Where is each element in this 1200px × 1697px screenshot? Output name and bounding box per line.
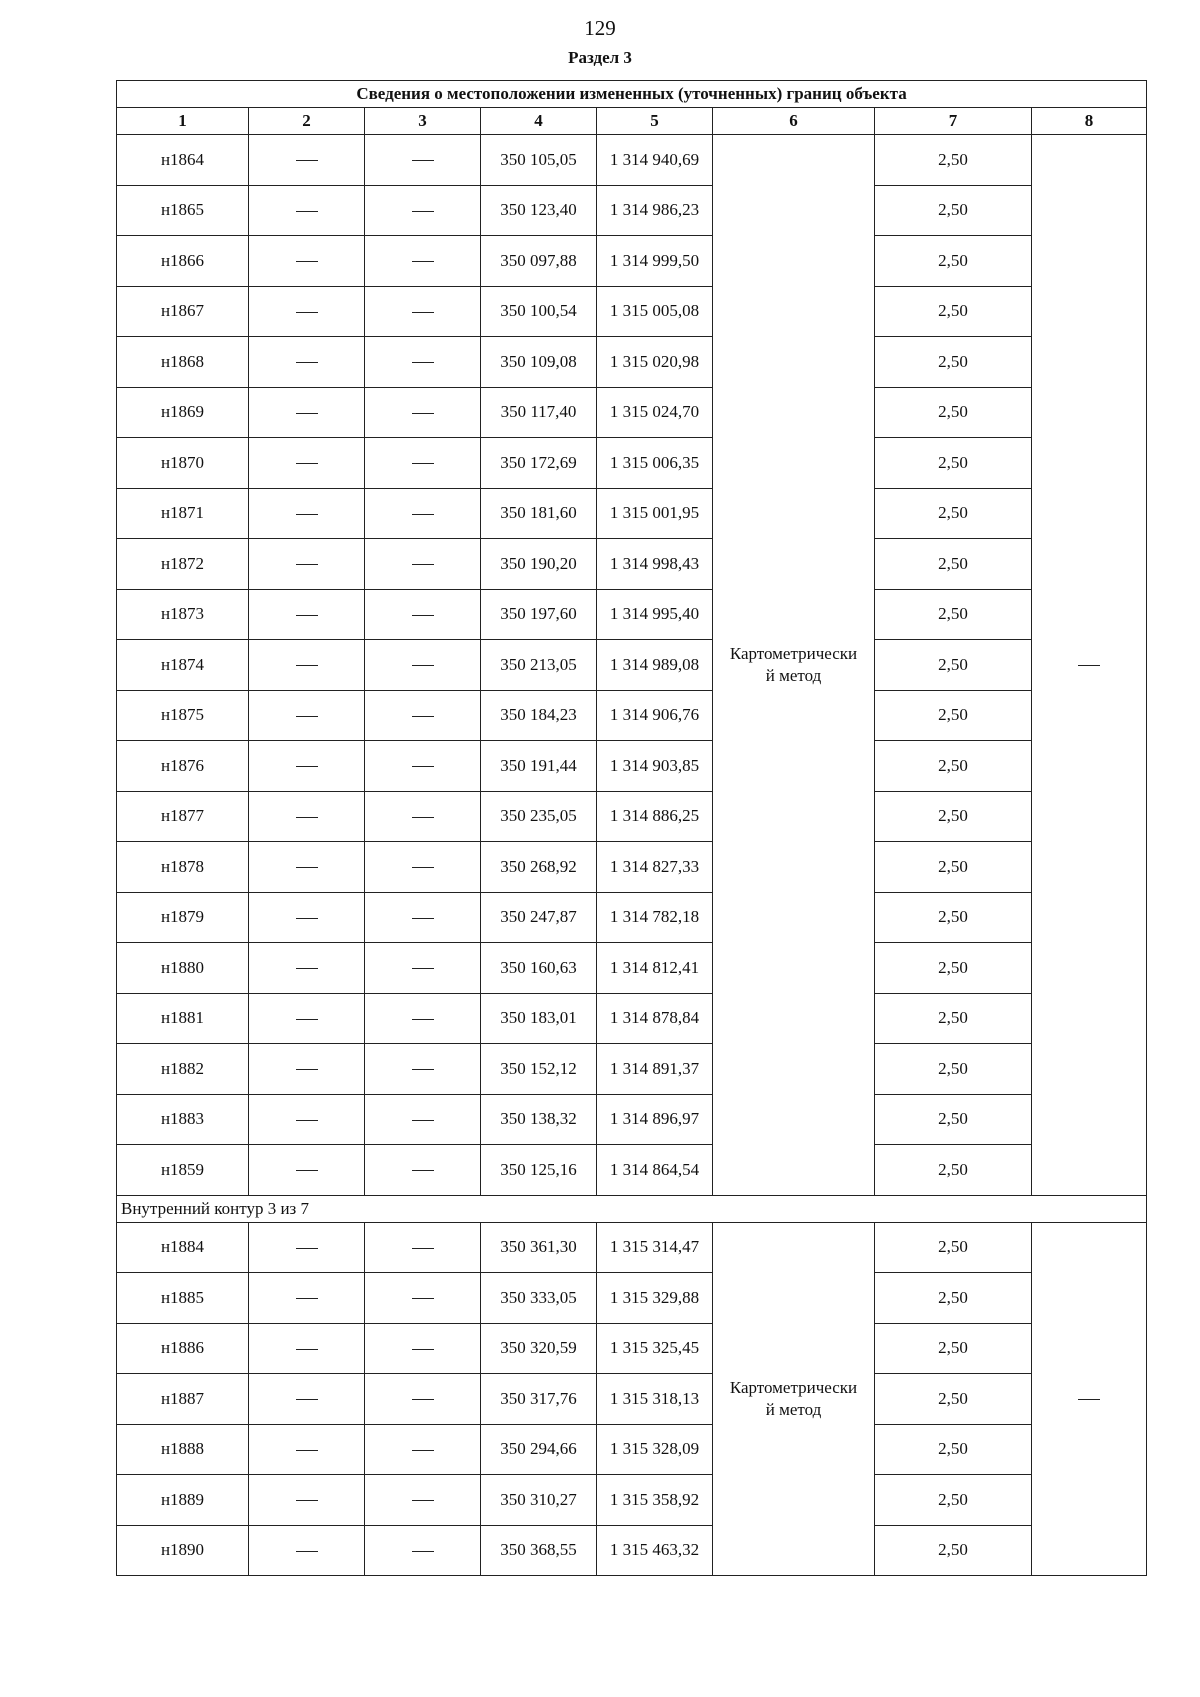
empty-value-cell bbox=[365, 1044, 481, 1095]
column-number: 1 bbox=[117, 108, 249, 135]
dash-mark bbox=[296, 1450, 318, 1451]
table-row bbox=[117, 842, 1147, 893]
coordinate-y: 1 315 325,45 bbox=[597, 1323, 713, 1374]
empty-value-cell bbox=[365, 337, 481, 388]
empty-value-cell bbox=[365, 791, 481, 842]
point-name: н1873 bbox=[117, 589, 249, 640]
table-row bbox=[117, 589, 1147, 640]
coordinate-y: 1 314 886,25 bbox=[597, 791, 713, 842]
coordinate-y: 1 315 006,35 bbox=[597, 438, 713, 489]
table-row bbox=[117, 1044, 1147, 1095]
empty-value-cell bbox=[249, 1323, 365, 1374]
point-name: н1877 bbox=[117, 791, 249, 842]
empty-value-cell bbox=[249, 1475, 365, 1526]
coordinate-x: 350 213,05 bbox=[481, 640, 597, 691]
point-name: н1883 bbox=[117, 1094, 249, 1145]
table-row bbox=[117, 185, 1147, 236]
empty-value-cell bbox=[365, 1273, 481, 1324]
accuracy-value: 2,50 bbox=[875, 943, 1032, 994]
coordinate-x: 350 105,05 bbox=[481, 135, 597, 186]
table-row bbox=[117, 1222, 1147, 1273]
coordinate-x: 350 317,76 bbox=[481, 1374, 597, 1425]
boundary-coordinates-table bbox=[116, 80, 1147, 1576]
dash-mark bbox=[412, 362, 434, 363]
table-row bbox=[117, 1273, 1147, 1324]
empty-value-cell bbox=[249, 690, 365, 741]
accuracy-value: 2,50 bbox=[875, 1222, 1032, 1273]
dash-mark bbox=[412, 564, 434, 565]
empty-value-cell bbox=[249, 640, 365, 691]
dash-mark bbox=[296, 1399, 318, 1400]
dash-mark bbox=[412, 160, 434, 161]
coordinate-y: 1 315 001,95 bbox=[597, 488, 713, 539]
column-number: 4 bbox=[481, 108, 597, 135]
point-name: н1868 bbox=[117, 337, 249, 388]
coordinate-y: 1 315 328,09 bbox=[597, 1424, 713, 1475]
dash-mark bbox=[1078, 665, 1100, 666]
dash-mark bbox=[412, 1120, 434, 1121]
dash-mark bbox=[296, 463, 318, 464]
point-name: н1875 bbox=[117, 690, 249, 741]
dash-mark bbox=[412, 1170, 434, 1171]
empty-value-cell bbox=[249, 1094, 365, 1145]
dash-mark bbox=[296, 918, 318, 919]
accuracy-value: 2,50 bbox=[875, 1044, 1032, 1095]
coordinate-y: 1 314 782,18 bbox=[597, 892, 713, 943]
note-cell bbox=[1032, 135, 1147, 1196]
coordinate-x: 350 123,40 bbox=[481, 185, 597, 236]
empty-value-cell bbox=[249, 589, 365, 640]
point-name: н1859 bbox=[117, 1145, 249, 1196]
coordinate-y: 1 314 999,50 bbox=[597, 236, 713, 287]
coordinate-y: 1 314 989,08 bbox=[597, 640, 713, 691]
accuracy-value: 2,50 bbox=[875, 539, 1032, 590]
empty-value-cell bbox=[249, 337, 365, 388]
coordinate-y: 1 314 940,69 bbox=[597, 135, 713, 186]
coordinate-y: 1 314 827,33 bbox=[597, 842, 713, 893]
coordinate-y: 1 314 986,23 bbox=[597, 185, 713, 236]
coordinate-y: 1 314 903,85 bbox=[597, 741, 713, 792]
empty-value-cell bbox=[249, 488, 365, 539]
dash-mark bbox=[412, 1399, 434, 1400]
coordinate-x: 350 125,16 bbox=[481, 1145, 597, 1196]
empty-value-cell bbox=[249, 135, 365, 186]
accuracy-value: 2,50 bbox=[875, 1094, 1032, 1145]
coordinate-x: 350 117,40 bbox=[481, 387, 597, 438]
empty-value-cell bbox=[365, 387, 481, 438]
coordinate-y: 1 315 005,08 bbox=[597, 286, 713, 337]
empty-value-cell bbox=[365, 993, 481, 1044]
point-name: н1884 bbox=[117, 1222, 249, 1273]
dash-mark bbox=[296, 716, 318, 717]
empty-value-cell bbox=[365, 539, 481, 590]
dash-mark bbox=[296, 968, 318, 969]
accuracy-value: 2,50 bbox=[875, 438, 1032, 489]
point-name: н1865 bbox=[117, 185, 249, 236]
empty-value-cell bbox=[249, 1222, 365, 1273]
dash-mark bbox=[412, 463, 434, 464]
dash-mark bbox=[296, 1551, 318, 1552]
accuracy-value: 2,50 bbox=[875, 690, 1032, 741]
empty-value-cell bbox=[365, 1222, 481, 1273]
point-name: н1867 bbox=[117, 286, 249, 337]
method-text-line1: Картометрически bbox=[729, 1377, 858, 1397]
empty-value-cell bbox=[249, 185, 365, 236]
coordinate-y: 1 315 463,32 bbox=[597, 1525, 713, 1576]
table-row bbox=[117, 690, 1147, 741]
empty-value-cell bbox=[365, 1323, 481, 1374]
point-name: н1876 bbox=[117, 741, 249, 792]
empty-value-cell bbox=[365, 1094, 481, 1145]
page-number: 129 bbox=[584, 16, 616, 40]
dash-mark bbox=[412, 968, 434, 969]
coordinate-x: 350 247,87 bbox=[481, 892, 597, 943]
method-text-line2: й метод bbox=[765, 665, 822, 685]
coordinate-x: 350 361,30 bbox=[481, 1222, 597, 1273]
coordinate-y: 1 314 998,43 bbox=[597, 539, 713, 590]
dash-mark bbox=[412, 1019, 434, 1020]
column-number: 6 bbox=[713, 108, 875, 135]
empty-value-cell bbox=[249, 741, 365, 792]
coordinate-x: 350 333,05 bbox=[481, 1273, 597, 1324]
point-name: н1878 bbox=[117, 842, 249, 893]
coordinate-x: 350 294,66 bbox=[481, 1424, 597, 1475]
empty-value-cell bbox=[365, 1145, 481, 1196]
coordinate-x: 350 310,27 bbox=[481, 1475, 597, 1526]
column-number: 3 bbox=[365, 108, 481, 135]
accuracy-value: 2,50 bbox=[875, 337, 1032, 388]
table-row bbox=[117, 640, 1147, 691]
accuracy-value: 2,50 bbox=[875, 993, 1032, 1044]
dash-mark bbox=[296, 1069, 318, 1070]
coordinate-x: 350 181,60 bbox=[481, 488, 597, 539]
table-title: Сведения о местоположении измененных (уточненных) границ объекта bbox=[117, 81, 1147, 108]
coordinate-x: 350 160,63 bbox=[481, 943, 597, 994]
empty-value-cell bbox=[249, 539, 365, 590]
dash-mark bbox=[412, 211, 434, 212]
method-text-line2: й метод bbox=[765, 1399, 822, 1419]
accuracy-value: 2,50 bbox=[875, 1424, 1032, 1475]
point-name: н1871 bbox=[117, 488, 249, 539]
coordinate-y: 1 314 906,76 bbox=[597, 690, 713, 741]
table-row bbox=[117, 1323, 1147, 1374]
table-row bbox=[117, 741, 1147, 792]
accuracy-value: 2,50 bbox=[875, 892, 1032, 943]
dash-mark bbox=[412, 1248, 434, 1249]
point-name: н1889 bbox=[117, 1475, 249, 1526]
empty-value-cell bbox=[365, 1475, 481, 1526]
table-row bbox=[117, 135, 1147, 186]
table-row bbox=[117, 1525, 1147, 1576]
accuracy-value: 2,50 bbox=[875, 1323, 1032, 1374]
coordinate-y: 1 314 995,40 bbox=[597, 589, 713, 640]
contour-row bbox=[117, 1195, 1147, 1222]
coordinate-y: 1 314 891,37 bbox=[597, 1044, 713, 1095]
method-text-line1: Картометрически bbox=[729, 643, 858, 663]
coordinate-x: 350 368,55 bbox=[481, 1525, 597, 1576]
table-row bbox=[117, 488, 1147, 539]
empty-value-cell bbox=[249, 1525, 365, 1576]
empty-value-cell bbox=[365, 640, 481, 691]
accuracy-value: 2,50 bbox=[875, 589, 1032, 640]
empty-value-cell bbox=[249, 236, 365, 287]
accuracy-value: 2,50 bbox=[875, 1475, 1032, 1526]
coordinate-y: 1 315 358,92 bbox=[597, 1475, 713, 1526]
coordinate-y: 1 315 020,98 bbox=[597, 337, 713, 388]
empty-value-cell bbox=[249, 943, 365, 994]
accuracy-value: 2,50 bbox=[875, 286, 1032, 337]
accuracy-value: 2,50 bbox=[875, 842, 1032, 893]
table-row bbox=[117, 387, 1147, 438]
dash-mark bbox=[296, 1019, 318, 1020]
coordinate-y: 1 314 896,97 bbox=[597, 1094, 713, 1145]
accuracy-value: 2,50 bbox=[875, 1374, 1032, 1425]
column-number: 8 bbox=[1032, 108, 1147, 135]
dash-mark bbox=[412, 261, 434, 262]
dash-mark bbox=[296, 665, 318, 666]
coordinate-x: 350 183,01 bbox=[481, 993, 597, 1044]
coordinate-y: 1 315 318,13 bbox=[597, 1374, 713, 1425]
empty-value-cell bbox=[365, 690, 481, 741]
coordinate-x: 350 197,60 bbox=[481, 589, 597, 640]
coordinate-x: 350 268,92 bbox=[481, 842, 597, 893]
empty-value-cell bbox=[249, 1374, 365, 1425]
table-row bbox=[117, 1424, 1147, 1475]
empty-value-cell bbox=[249, 286, 365, 337]
dash-mark bbox=[1078, 1399, 1100, 1400]
dash-mark bbox=[296, 514, 318, 515]
empty-value-cell bbox=[365, 842, 481, 893]
dash-mark bbox=[296, 160, 318, 161]
empty-value-cell bbox=[249, 1145, 365, 1196]
empty-value-cell bbox=[365, 236, 481, 287]
empty-value-cell bbox=[365, 943, 481, 994]
table-row bbox=[117, 1145, 1147, 1196]
empty-value-cell bbox=[365, 892, 481, 943]
table-row bbox=[117, 236, 1147, 287]
empty-value-cell bbox=[249, 842, 365, 893]
column-number-row bbox=[117, 108, 1147, 135]
empty-value-cell bbox=[249, 1273, 365, 1324]
table-row bbox=[117, 791, 1147, 842]
empty-value-cell bbox=[249, 438, 365, 489]
section-title: Раздел 3 bbox=[568, 48, 632, 67]
dash-mark bbox=[412, 615, 434, 616]
dash-mark bbox=[296, 312, 318, 313]
method-cell bbox=[713, 135, 875, 1196]
empty-value-cell bbox=[365, 741, 481, 792]
column-number: 2 bbox=[249, 108, 365, 135]
dash-mark bbox=[412, 1069, 434, 1070]
dash-mark bbox=[296, 1349, 318, 1350]
point-name: н1874 bbox=[117, 640, 249, 691]
point-name: н1870 bbox=[117, 438, 249, 489]
dash-mark bbox=[412, 1349, 434, 1350]
point-name: н1886 bbox=[117, 1323, 249, 1374]
point-name: н1866 bbox=[117, 236, 249, 287]
dash-mark bbox=[412, 867, 434, 868]
empty-value-cell bbox=[249, 1424, 365, 1475]
accuracy-value: 2,50 bbox=[875, 741, 1032, 792]
coordinate-y: 1 314 864,54 bbox=[597, 1145, 713, 1196]
note-cell bbox=[1032, 1222, 1147, 1576]
dash-mark bbox=[412, 413, 434, 414]
empty-value-cell bbox=[365, 286, 481, 337]
accuracy-value: 2,50 bbox=[875, 135, 1032, 186]
coordinate-x: 350 109,08 bbox=[481, 337, 597, 388]
empty-value-cell bbox=[365, 135, 481, 186]
accuracy-value: 2,50 bbox=[875, 1273, 1032, 1324]
empty-value-cell bbox=[365, 438, 481, 489]
dash-mark bbox=[412, 817, 434, 818]
dash-mark bbox=[296, 867, 318, 868]
coordinate-x: 350 138,32 bbox=[481, 1094, 597, 1145]
dash-mark bbox=[296, 766, 318, 767]
coordinate-x: 350 320,59 bbox=[481, 1323, 597, 1374]
dash-mark bbox=[296, 261, 318, 262]
table-row bbox=[117, 539, 1147, 590]
dash-mark bbox=[296, 564, 318, 565]
dash-mark bbox=[412, 1500, 434, 1501]
dash-mark bbox=[296, 817, 318, 818]
accuracy-value: 2,50 bbox=[875, 1145, 1032, 1196]
empty-value-cell bbox=[365, 1424, 481, 1475]
point-name: н1880 bbox=[117, 943, 249, 994]
dash-mark bbox=[296, 1170, 318, 1171]
accuracy-value: 2,50 bbox=[875, 640, 1032, 691]
point-name: н1885 bbox=[117, 1273, 249, 1324]
point-name: н1882 bbox=[117, 1044, 249, 1095]
table-body bbox=[117, 135, 1147, 1576]
dash-mark bbox=[412, 918, 434, 919]
empty-value-cell bbox=[365, 589, 481, 640]
dash-mark bbox=[296, 615, 318, 616]
table-row bbox=[117, 337, 1147, 388]
coordinate-y: 1 314 812,41 bbox=[597, 943, 713, 994]
table-row bbox=[117, 1094, 1147, 1145]
dash-mark bbox=[412, 665, 434, 666]
table-row bbox=[117, 993, 1147, 1044]
point-name: н1872 bbox=[117, 539, 249, 590]
dash-mark bbox=[412, 716, 434, 717]
table-row bbox=[117, 1374, 1147, 1425]
coordinate-x: 350 100,54 bbox=[481, 286, 597, 337]
empty-value-cell bbox=[365, 488, 481, 539]
point-name: н1881 bbox=[117, 993, 249, 1044]
dash-mark bbox=[412, 1298, 434, 1299]
empty-value-cell bbox=[365, 1525, 481, 1576]
accuracy-value: 2,50 bbox=[875, 236, 1032, 287]
table-row bbox=[117, 286, 1147, 337]
dash-mark bbox=[296, 413, 318, 414]
point-name: н1888 bbox=[117, 1424, 249, 1475]
coordinate-x: 350 235,05 bbox=[481, 791, 597, 842]
dash-mark bbox=[296, 362, 318, 363]
method-cell bbox=[713, 1222, 875, 1576]
point-name: н1879 bbox=[117, 892, 249, 943]
empty-value-cell bbox=[365, 1374, 481, 1425]
coordinate-x: 350 097,88 bbox=[481, 236, 597, 287]
dash-mark bbox=[412, 1450, 434, 1451]
contour-label: Внутренний контур 3 из 7 bbox=[117, 1195, 1147, 1222]
dash-mark bbox=[296, 1120, 318, 1121]
table-row bbox=[117, 943, 1147, 994]
dash-mark bbox=[296, 1298, 318, 1299]
empty-value-cell bbox=[249, 387, 365, 438]
accuracy-value: 2,50 bbox=[875, 387, 1032, 438]
dash-mark bbox=[412, 312, 434, 313]
coordinate-y: 1 314 878,84 bbox=[597, 993, 713, 1044]
point-name: н1864 bbox=[117, 135, 249, 186]
dash-mark bbox=[296, 211, 318, 212]
coordinate-x: 350 191,44 bbox=[481, 741, 597, 792]
column-number: 7 bbox=[875, 108, 1032, 135]
coordinate-x: 350 184,23 bbox=[481, 690, 597, 741]
dash-mark bbox=[296, 1248, 318, 1249]
coordinate-x: 350 152,12 bbox=[481, 1044, 597, 1095]
coordinate-y: 1 315 314,47 bbox=[597, 1222, 713, 1273]
dash-mark bbox=[412, 514, 434, 515]
accuracy-value: 2,50 bbox=[875, 488, 1032, 539]
accuracy-value: 2,50 bbox=[875, 791, 1032, 842]
point-name: н1887 bbox=[117, 1374, 249, 1425]
empty-value-cell bbox=[365, 185, 481, 236]
table-row bbox=[117, 1475, 1147, 1526]
accuracy-value: 2,50 bbox=[875, 185, 1032, 236]
dash-mark bbox=[412, 1551, 434, 1552]
column-number: 5 bbox=[597, 108, 713, 135]
empty-value-cell bbox=[249, 892, 365, 943]
empty-value-cell bbox=[249, 1044, 365, 1095]
coordinate-y: 1 315 329,88 bbox=[597, 1273, 713, 1324]
coordinate-x: 350 190,20 bbox=[481, 539, 597, 590]
coordinate-x: 350 172,69 bbox=[481, 438, 597, 489]
point-name: н1869 bbox=[117, 387, 249, 438]
empty-value-cell bbox=[249, 993, 365, 1044]
dash-mark bbox=[296, 1500, 318, 1501]
coordinate-y: 1 315 024,70 bbox=[597, 387, 713, 438]
dash-mark bbox=[412, 766, 434, 767]
empty-value-cell bbox=[249, 791, 365, 842]
accuracy-value: 2,50 bbox=[875, 1525, 1032, 1576]
table-row bbox=[117, 438, 1147, 489]
table-row bbox=[117, 892, 1147, 943]
point-name: н1890 bbox=[117, 1525, 249, 1576]
